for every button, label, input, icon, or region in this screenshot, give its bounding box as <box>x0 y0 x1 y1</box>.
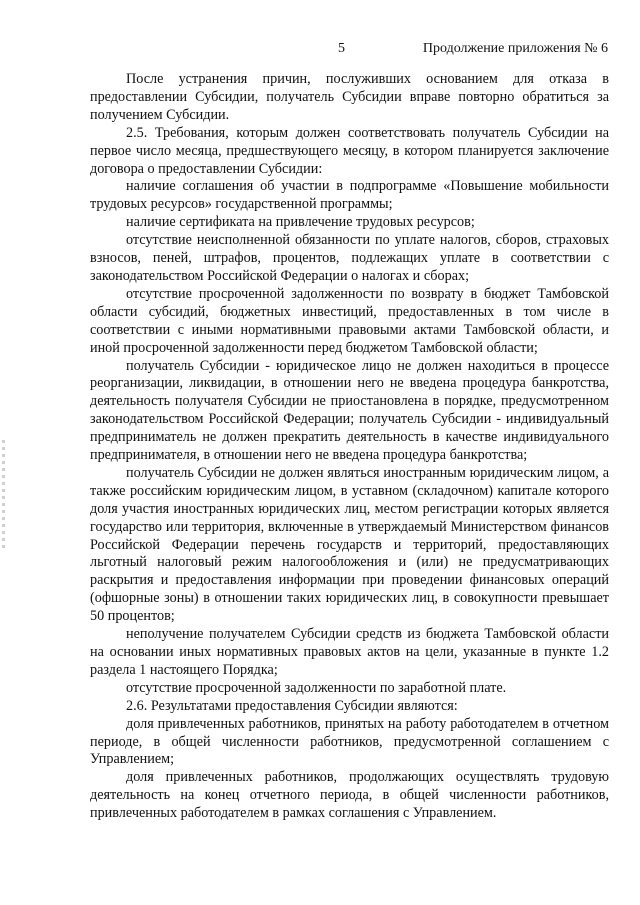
paragraph: 2.6. Результатами предоставления Субсидии являются: <box>126 697 458 714</box>
paragraph: наличие сертификата на привлечение трудовых ресурсов; <box>126 214 475 231</box>
paragraph: получатель Субсидии не должен являться иностранным юридическим лицом, а также российским юридическим лицом, в уставном (складочном) капитале которого доля участия иностранных юридических лиц, местом регистрации которых является государство или территория, включенные в утверждаемый Министерством финансов Российской Федерации перечень государств и территорий, предоставляющих льготный налоговый режим налогообложения и (или) не предусматривающих раскрытия и предоставления информации при проведении финансовых операций (офшорные зоны) в отношении таких юридических лиц, в совокупности превышает 50 процентов; <box>90 464 609 625</box>
paragraph: После устранения причин, послуживших основанием для отказа в предоставлении Субсидии, получатель Субсидии вправе повторно обратиться за получением Субсидии. <box>90 71 609 123</box>
appendix-continuation-note: Продолжение приложения № 6 <box>422 41 608 56</box>
paragraph: доля привлеченных работников, принятых на работу работодателем в отчетном периоде, в общей численности работников, предусмотренной соглашением с Управлением; <box>90 715 609 768</box>
paragraph: неполучение получателем Субсидии средств из бюджета Тамбовской области на основании иных нормативных правовых актов на цели, указанные в пункте 1.2 раздела 1 настоящего Порядка; <box>90 626 609 678</box>
paragraph: отсутствие просроченной задолженности по заработной плате. <box>126 679 507 696</box>
document-body <box>90 71 609 823</box>
paragraph: отсутствие неисполненной обязанности по уплате налогов, сборов, страховых взносов, пеней, штрафов, процентов, подлежащих уплате в соответствии с законодательством Российской Федерации о налогах и сборах; <box>90 232 609 284</box>
paragraph: доля привлеченных работников, продолжающих осуществлять трудовую деятельность на конец отчетного периода, в общей численности работников, привлеченных работодателем в рамках соглашения с Управлением. <box>90 769 609 822</box>
paragraph: 2.5. Требования, которым должен соответствовать получатель Субсидии на первое число месяца, предшествующего месяцу, в котором планируется заключение договора о предоставлении Субсидии: <box>90 124 609 177</box>
page-number: 5 <box>338 41 345 56</box>
paragraph: получатель Субсидии - юридическое лицо не должен находиться в процессе реорганизации, ликвидации, в отношении него не введена процедура банкротства, деятельность получателя Субсидии не приостановлена в порядке, предусмотренном законодательством Российской Федерации; получатель Субсидии - индивидуальный предприниматель не должен прекратить деятельность в качестве индивидуального предпринимателя, в отношении него не введена процедура банкротства; <box>90 357 609 464</box>
scan-edge-mark <box>2 440 5 550</box>
paragraph: отсутствие просроченной задолженности по возврату в бюджет Тамбовской области субсидий, бюджетных инвестиций, предоставленных в том числе в соответствии с иными нормативными правовыми актами Тамбовской области, и иной просроченной задолженности перед бюджетом Тамбовской области; <box>90 285 609 356</box>
paragraph: наличие соглашения об участии в подпрограмме «Повышение мобильности трудовых ресурсов» государственной программы; <box>90 178 609 213</box>
